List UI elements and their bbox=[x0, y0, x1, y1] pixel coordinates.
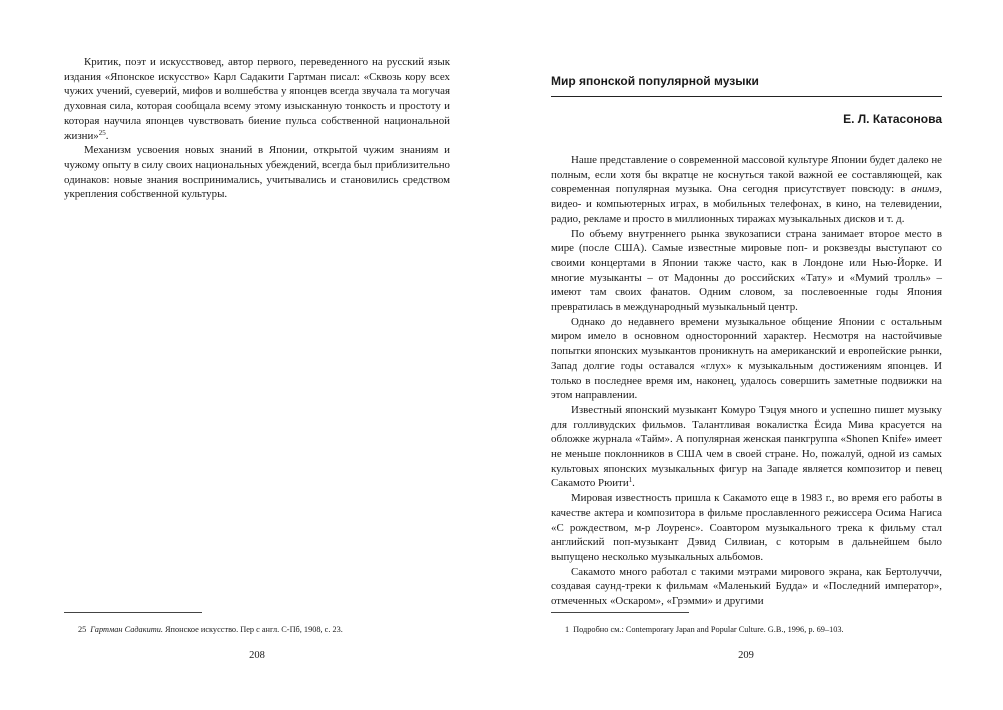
footnote-ref-1[interactable]: 1 bbox=[628, 476, 633, 485]
left-footnote-text: Японское искусство. Пер с англ. С-Пб, 1908, с. 23. bbox=[162, 625, 343, 634]
right-paragraph-2: По объему внутреннего рынка звукозаписи страна занимает второе место в мире (после США). Самые известные мировые поп- и рокзвезды выступают со своими концертами в Японии также часто, как в Лондоне или Нью-Йорке. И многие музыканты – от Мадонны до российских «Тату» и «Мумий тролль» – имеют там своих фанатов. Одним словом, за послевоенные годы Япония превратилась в международный музыкальный центр. bbox=[551, 227, 942, 314]
left-footnote bbox=[64, 624, 456, 635]
right-paragraph-5: Мировая известность пришла к Сакамото еще в 1983 г., во время его работы в качестве актера и композитора в фильме прославленного режиссера Осима Нагиса «С рождеством, м-р Лоуренс». Соавтором музыкального трека к фильму стал английский поп-музыкант Дэвид Силвиан, с которым в дальнейшем было выпущено несколько музыкальных альбомов. bbox=[551, 492, 942, 563]
left-paragraph-1: Критик, поэт и искусствовед, автор первого, переведенного на русский язык издания «Японское искусство» Карл Садакити Гартман писал: «Сквозь кору всех чужих учений, суеверий, мифов и волшебства у японцев всегда звучала та могучая духовная сила, которая сообщала всему этому изысканную тонкость и простоту и которая научила японцев чувствовать биение пульса собственной национальной жизни»$^{25}$. bbox=[64, 56, 450, 142]
article-author: Е. Л. Катасонова bbox=[843, 112, 942, 126]
right-paragraph-1: Наше представление о современной массовой культуре Японии будет далеко не полным, если хотя бы вкратце не коснуться такой важной ее составляющей, как современная популярная музыка. Она сегодня присутствует повсюду: в анимэ, видео- и компьютерных играх, в мобильных телефонах, в кино, на телевидении, радио, рекламе и просто в миллионных тиражах музыкальных дисков и т. д. bbox=[551, 154, 942, 225]
right-footnote-divider bbox=[551, 612, 689, 613]
article-title: Мир японской популярной музыки bbox=[551, 74, 942, 97]
right-footnote-text: Подробно см.: Contemporary Japan and Popular Culture. G.B., 1996, p. 69–103. bbox=[573, 625, 844, 634]
left-footnote-divider bbox=[64, 612, 202, 613]
left-page-body bbox=[64, 55, 450, 202]
right-paragraph-6: Сакамото много работал с такими мэтрами мирового экрана, как Бертолуччи, создавая саунд-треки к фильмам «Маленький Будда» и «Последний император», отмеченных «Оскаром», «Грэмми» и другими bbox=[551, 565, 942, 608]
left-page bbox=[0, 0, 501, 710]
anime-term: анимэ bbox=[911, 183, 940, 196]
left-paragraph-2: Механизм усвоения новых знаний в Японии, открытой чужим знаниям и чужому опыту в силу своих национальных убеждений, всегда был приблизительно одинаков: новые знания воспринимались, учитывались и становились средством укрепления собственной культуры. bbox=[64, 144, 450, 201]
left-page-number: 208 bbox=[249, 650, 265, 661]
footnote-ref-25[interactable]: 25 bbox=[98, 128, 106, 137]
right-page-body bbox=[551, 153, 942, 609]
right-paragraph-4: Известный японский музыкант Комуро Тэцуя много и успешно пишет музыку для голливудских фильмов. Талантливая вокалистка Ёсида Мива красуется на обложке журнала «Тайм». А популярная женская панкгруппа «Shonen Knife» имеет не меньше поклонников в США чем в своей стране. Но, пожалуй, одной из самых культовых японских музыкальных фигур на Западе является композитор и певец Сакамото Рюити$^1$. bbox=[551, 403, 942, 490]
left-footnote-number: 25 bbox=[78, 625, 87, 634]
right-paragraph-3: Однако до недавнего времени музыкальное общение Японии с остальным миром имело в основном односторонний характер. Несмотря на настойчивые попытки японских музыкантов проникнуть на американский и европейские рынки, Запад долгие годы оставался «глух» к музыкальным достижениям японцев. И только в последнее время им, наконец, удалось совершить заметные подвижки на этом направлении. bbox=[551, 315, 942, 402]
right-page-number: 209 bbox=[738, 650, 754, 661]
left-footnote-author: Гартман Садакити. bbox=[90, 625, 163, 634]
right-footnote bbox=[551, 624, 943, 635]
right-footnote-number: 1 bbox=[565, 625, 570, 634]
right-page bbox=[501, 0, 1003, 710]
